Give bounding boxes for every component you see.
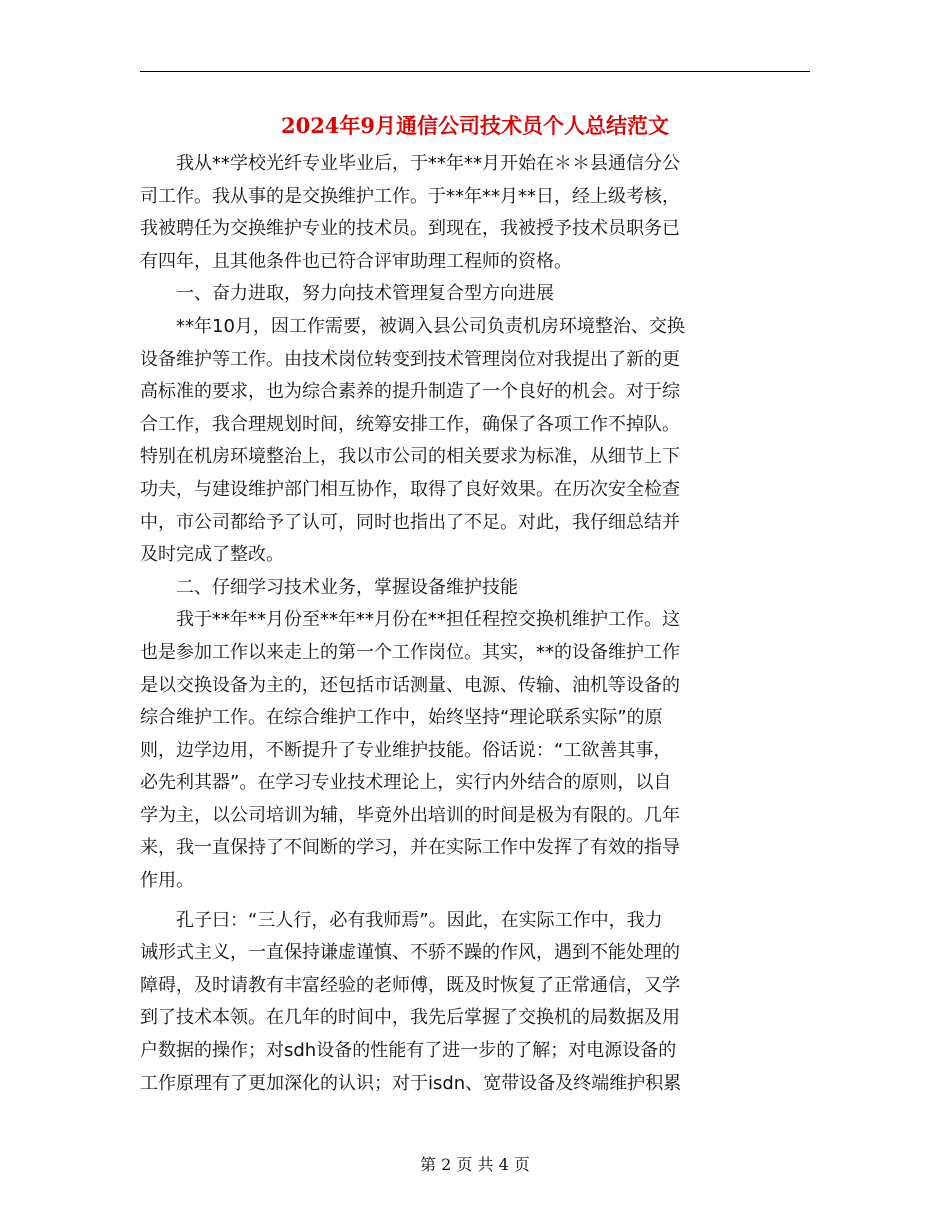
text-line: 诫形式主义，一直保持谦虚谨慎、不骄不躁的作风，遇到不能处理的: [140, 942, 680, 964]
text-line: 中，市公司都给予了认可，同时也指出了不足。对此，我仔细总结并: [140, 511, 680, 533]
text-line: 功夫，与建设维护部门相互协作，取得了良好效果。在历次安全检查: [140, 478, 680, 500]
text-line: 来，我一直保持了不间断的学习，并在实际工作中发挥了有效的指导: [140, 837, 680, 859]
document-title: 2024年9月通信公司技术员个人总结范文: [280, 113, 670, 138]
text-line: 我于**年**月份至**年**月份在**担任程控交换机维护工作。这: [140, 609, 680, 631]
page-footer: 第 2 页 共 4 页: [420, 1155, 530, 1174]
text-line: 作用。: [140, 870, 194, 892]
text-line: 是以交换设备为主的，还包括市话测量、电源、传输、油机等设备的: [140, 674, 680, 696]
text-line: 高标准的要求，也为综合素养的提升制造了一个良好的机会。对于综: [140, 381, 680, 403]
text-line: 合工作，我合理规划时间，统筹安排工作，确保了各项工作不掉队。: [140, 413, 680, 435]
text-line: 户数据的操作；对sdh设备的性能有了进一步的了解；对电源设备的: [140, 1040, 677, 1062]
text-line: 我从**学校光纤专业毕业后，于**年**月开始在＊＊县通信分公: [140, 153, 680, 174]
text-line: **年10月，因工作需要，被调入县公司负责机房环境整治、交换: [140, 315, 685, 337]
text-line: 障碍，及时请教有丰富经验的老师傅，既及时恢复了正常通信，又学: [140, 974, 680, 996]
text-line: 工作原理有了更加深化的认识；对于isdn、宽带设备及终端维护积累: [140, 1072, 682, 1094]
text-line: 综合维护工作。在综合维护工作中，始终坚持“理论联系实际”的原: [140, 707, 663, 729]
text-line: 到了技术本领。在几年的时间中，我先后掌握了交换机的局数据及用: [140, 1007, 680, 1029]
text-line: 孔子曰：“三人行，必有我师焉”。因此，在实际工作中，我力: [140, 909, 663, 931]
text-line: 及时完成了整改。: [140, 544, 284, 566]
text-line: 我被聘任为交换维护专业的技术员。到现在，我被授予技术员职务已: [140, 218, 680, 240]
text-line: 有四年，且其他条件也已符合评审助理工程师的资格。: [140, 250, 572, 272]
text-line: 必先利其器”。在学习专业技术理论上，实行内外结合的原则，以自: [140, 772, 672, 794]
text-line: 学为主，以公司培训为辅，毕竟外出培训的时间是极为有限的。几年: [140, 804, 680, 826]
section-heading: 二、仔细学习技术业务，掌握设备维护技能: [140, 576, 518, 598]
document-body: [140, 148, 800, 1100]
text-line: 特别在机房环境整治上，我以市公司的相关要求为标准，从细节上下: [140, 446, 680, 468]
text-line: 也是参加工作以来走上的第一个工作岗位。其实，**的设备维护工作: [140, 641, 680, 663]
paragraph-gap: [140, 898, 800, 905]
header-rule: [140, 71, 810, 72]
text-line: 则，边学边用，不断提升了专业维护技能。俗话说：“工欲善其事，: [140, 739, 672, 761]
section-heading: 一、奋力进取，努力向技术管理复合型方向进展: [140, 283, 554, 305]
text-line: 司工作。我从事的是交换维护工作。于**年**月**日，经上级考核，: [140, 185, 680, 207]
text-line: 设备维护等工作。由技术岗位转变到技术管理岗位对我提出了新的更: [140, 348, 680, 370]
